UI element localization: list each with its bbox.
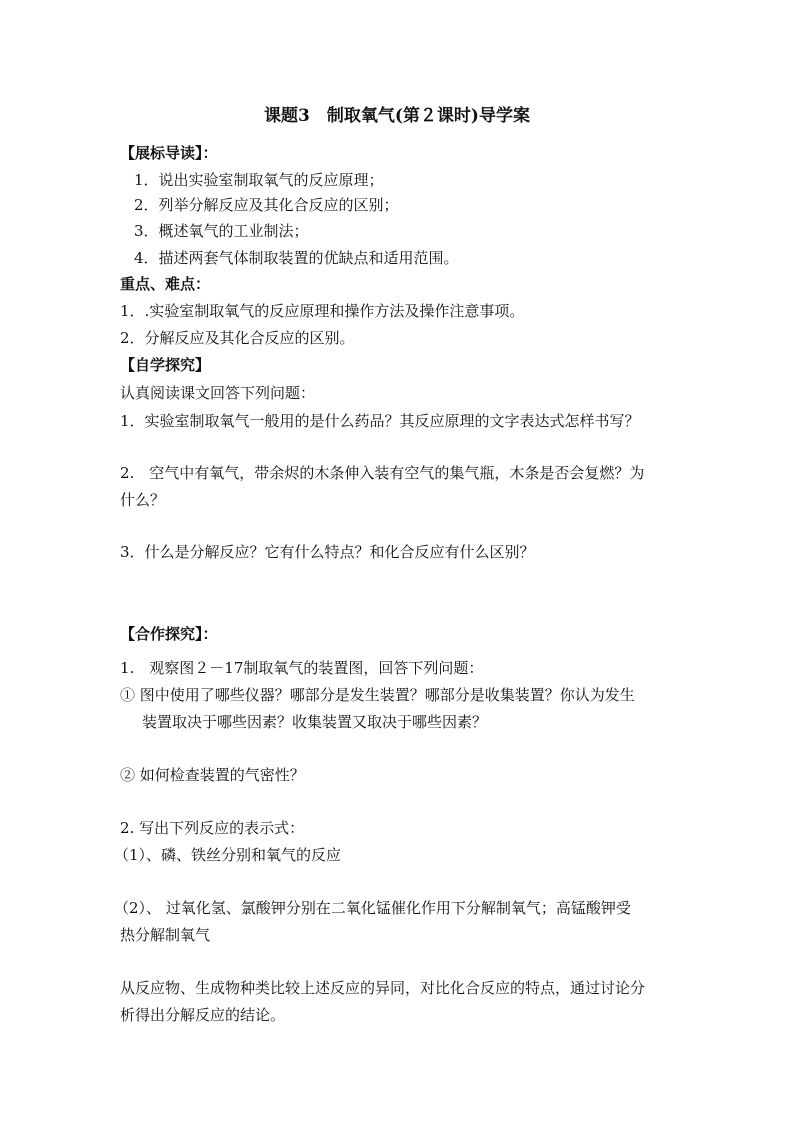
self-study-question-3: 3．什么是分解反应？它有什么特点？和化合反应有什么区别？ [120,543,535,561]
key-point-2: 2．分解反应及其化合反应的区别。 [120,329,355,347]
key-point-1: 1．.实验室制取氧气的反应原理和操作方法及操作注意事项。 [120,302,525,320]
coop-conclusion-line-1: 从反应物、生成物种类比较上述反应的异同，对比化合反应的特点，通过讨论分 [120,979,646,997]
goal-item-1: 1．说出实验室制取氧气的反应原理； [134,171,384,189]
coop-question-2a: （1）、磷、铁丝分别和氧气的反应 [114,846,342,864]
coop-question-1a-line-2: 装置取决于哪些因素？收集装置又取决于哪些因素？ [142,713,488,731]
goal-item-2: 2．列举分解反应及其化合反应的区别； [134,196,399,214]
goal-item-3: 3．概述氧气的工业制法； [134,222,309,240]
coop-question-1: 1. 观察图２－17制取氧气的装置图，回答下列问题： [120,659,484,677]
section-heading-key-points: 重点、难点： [120,275,211,293]
coop-question-2: 2. 写出下列反应的表示式： [120,819,305,837]
coop-question-2b-line-2: 热分解制氧气 [120,926,211,944]
page-title: 课题3 制取氧气(第２课时)导学案 [264,106,530,126]
goal-item-4: 4．描述两套气体制取装置的优缺点和适用范围。 [134,249,459,267]
self-study-intro: 认真阅读课文回答下列问题： [120,384,316,402]
coop-conclusion-line-2: 析得出分解反应的结论。 [120,1006,286,1024]
coop-question-1b: ② 如何检查装置的气密性？ [120,766,305,784]
self-study-question-2-line-2: 什么？ [120,491,166,509]
self-study-question-1: 1．实验室制取氧气一般用的是什么药品？其反应原理的文字表达式怎样书写？ [120,412,640,430]
self-study-question-2-line-1: 2. 空气中有氧气，带余烬的木条伸入装有空气的集气瓶，木条是否会复燃？为 [120,464,645,482]
section-heading-goals: 【展标导读】： [120,144,218,162]
coop-question-1a-line-1: ① 图中使用了哪些仪器？哪部分是发生装置？哪部分是收集装置？你认为发生 [120,686,635,704]
section-heading-self-study: 【自学探究】 [120,356,211,374]
section-heading-cooperative: 【合作探究】： [120,625,218,643]
coop-question-2b-line-1: （2）、 过氧化氢、氯酸钾分别在二氧化锰催化作用下分解制氧气；高锰酸钾受 [114,899,631,917]
